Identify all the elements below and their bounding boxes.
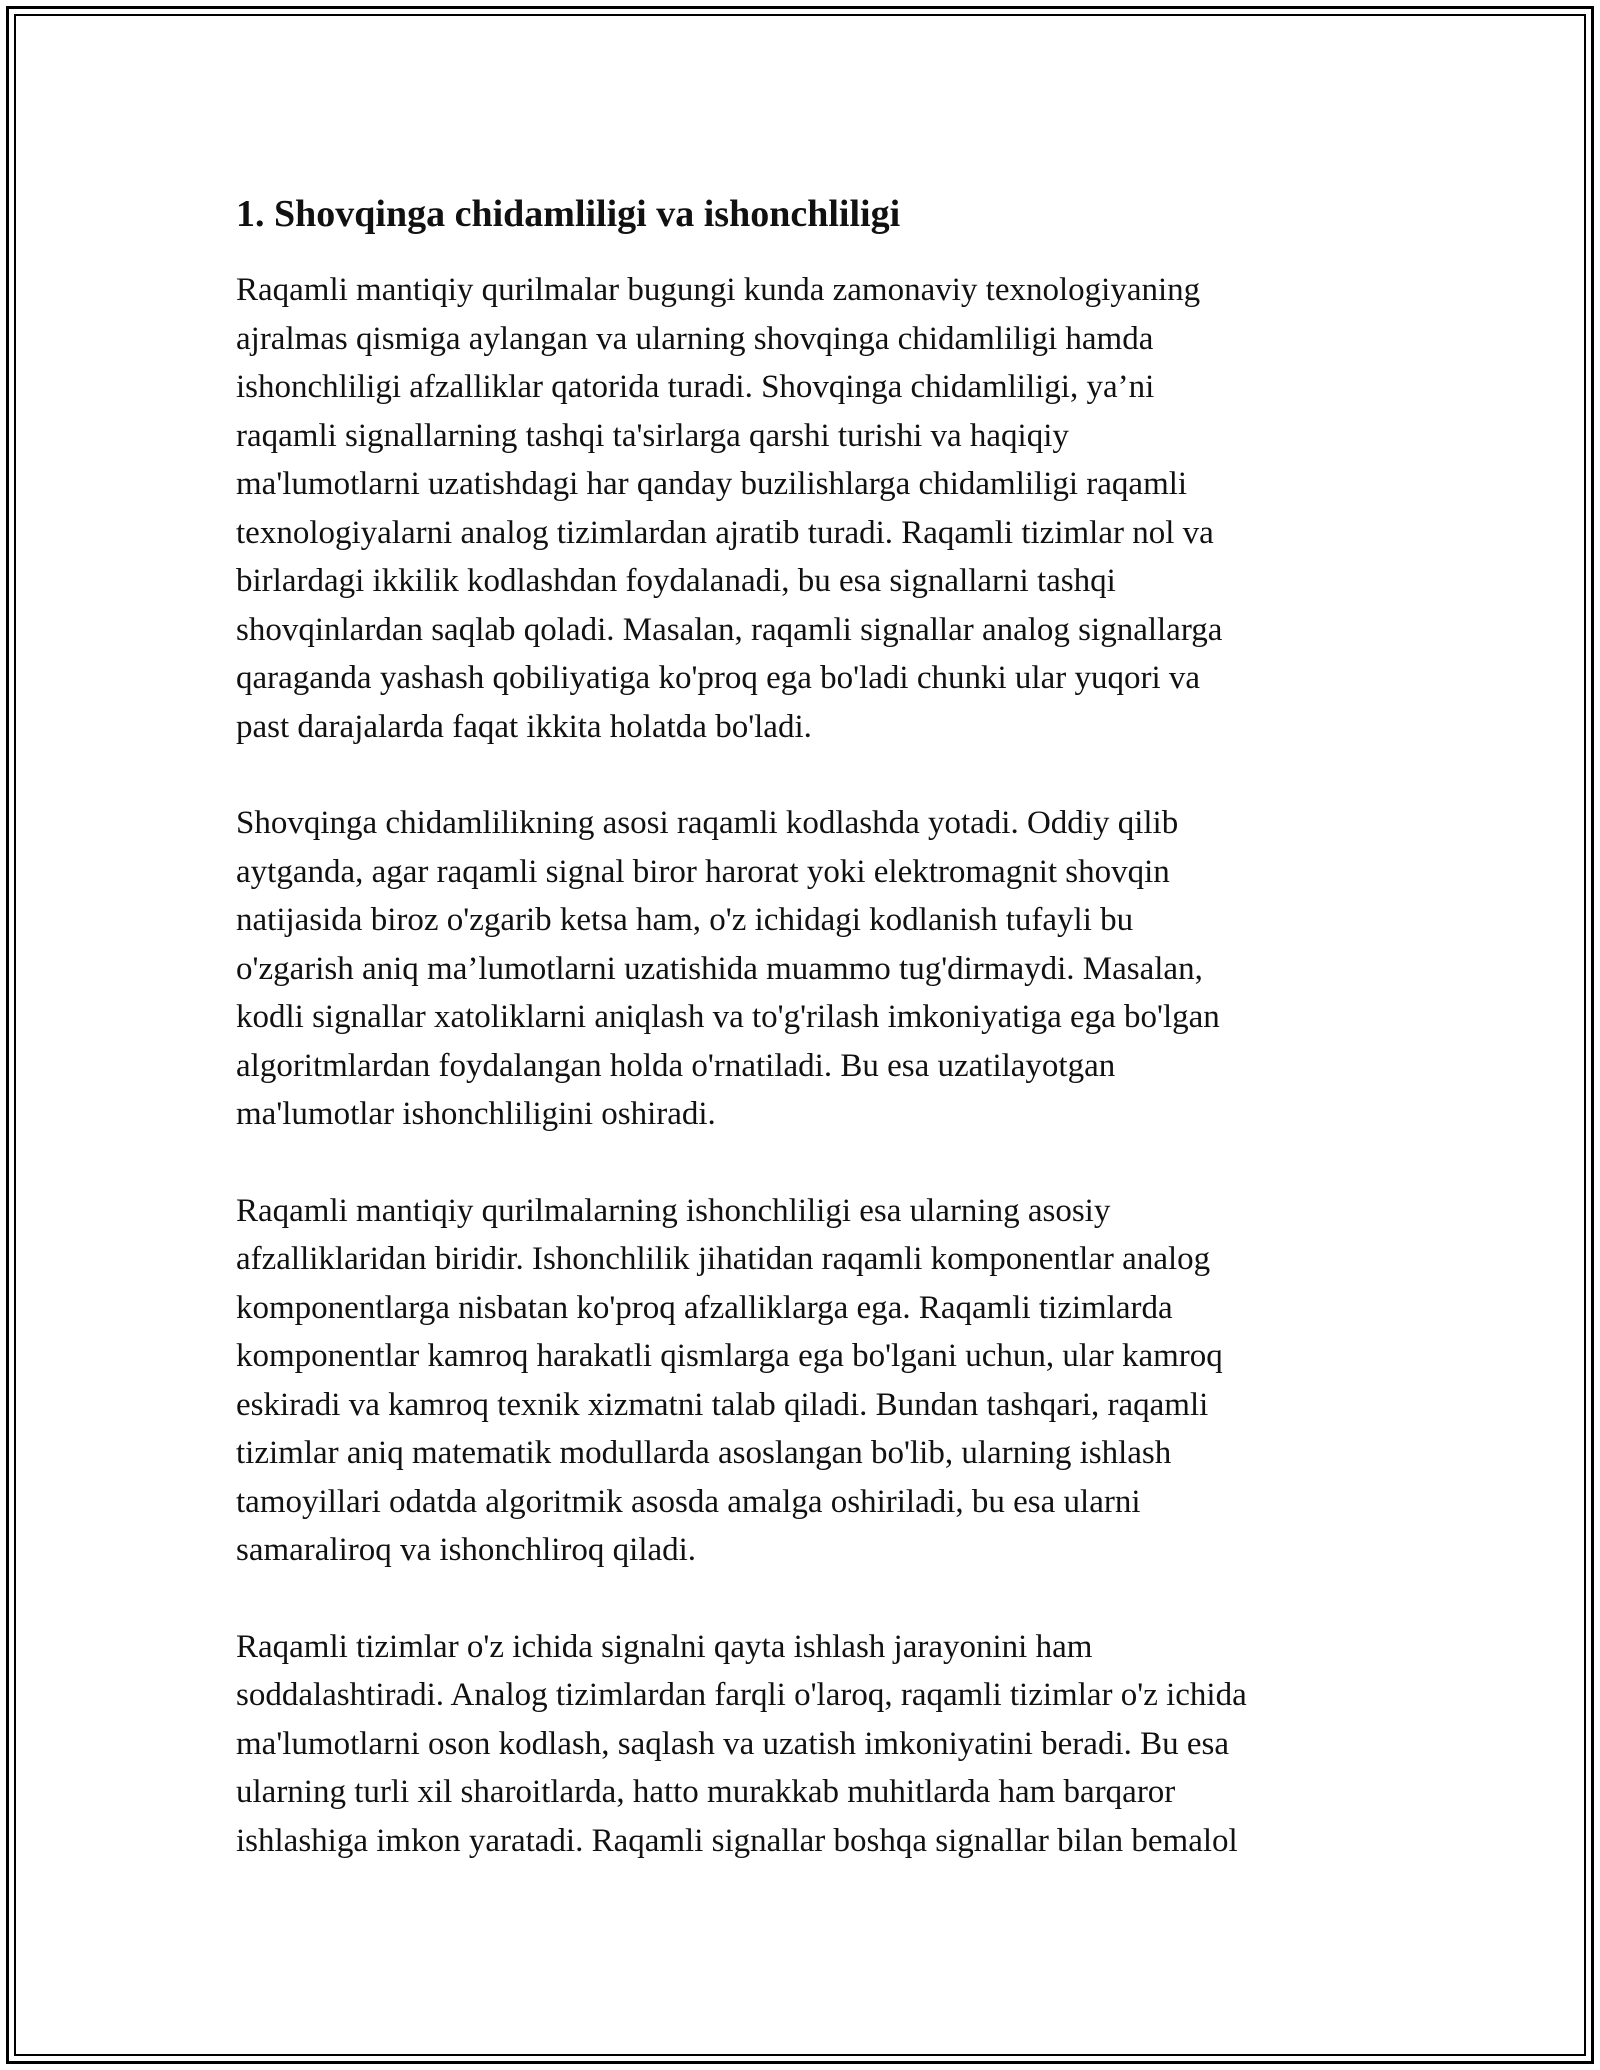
paragraph-1: Raqamli mantiqiy qurilmalar bugungi kunda zamonaviy texnologiyaning ajralmas qismiga aylangan va ularning shovqinga chidamliligi hamda ishonchliligi afzalliklar qatorida turadi. Shovqinga chidamliligi, ya’ni raqamli signallarning tashqi ta'sirlarga qarshi turishi va haqiqiy ma'lumotlarni uzatishdagi har qanday buzilishlarga chidamliligi raqamli texnologiyalarni analog tizimlardan ajratib turadi. Raqamli tizimlar nol va birlardagi ikkilik kodlashdan foydalanadi, bu esa signallarni tashqi shovqinlardan saqlab qoladi. Masalan, raqamli signallar analog signallarga qaraganda yashash qobiliyatiga ko'proq ega bo'ladi chunki ular yuqori va past darajalarda faqat ikkita holatda bo'ladi.	[236, 272, 1223, 745]
document-body	[236, 190, 1376, 1913]
paragraph-4: Raqamli tizimlar o'z ichida signalni qayta ishlash jarayonini ham soddalashtiradi. Analog tizimlardan farqli o'laroq, raqamli tizimlar o'z ichida ma'lumotlarni oson kodlash, saqlash va uzatish imkoniyatini beradi. Bu esa ularning turli xil sharoitlarda, hatto murakkab muhitlarda ham barqaror ishlashiga imkon yaratadi. Raqamli signallar boshqa signallar bilan bemalol	[236, 1628, 1247, 1859]
paragraph-2: Shovqinga chidamlilikning asosi raqamli kodlashda yotadi. Oddiy qilib aytganda, agar raqamli signal biror harorat yoki elektromagnit shovqin natijasida biroz o'zgarib ketsa ham, o'z ichidagi kodlanish tufayli bu o'zgarish aniq ma’lumotlarni uzatishida muammo tug'dirmaydi. Masalan, kodli signallar xatoliklarni aniqlash va to'g'rilash imkoniyatiga ega bo'lgan algoritmlardan foydalangan holda o'rnatiladi. Bu esa uzatilayotgan ma'lumotlar ishonchliligini oshiradi.	[236, 805, 1220, 1132]
paragraph-3: Raqamli mantiqiy qurilmalarning ishonchliligi esa ularning asosiy afzalliklaridan biridir. Ishonchlilik jihatidan raqamli komponentlar analog komponentlarga nisbatan ko'proq afzalliklarga ega. Raqamli tizimlarda komponentlar kamroq harakatli qismlarga ega bo'lgani uchun, ular kamroq eskiradi va kamroq texnik xizmatni talab qiladi. Bundan tashqari, raqamli tizimlar aniq matematik modullarda asoslangan bo'lib, ularning ishlash tamoyillari odatda algoritmik asosda amalga oshiriladi, bu esa ularni samaraliroq va ishonchliroq qiladi.	[236, 1192, 1223, 1568]
section-heading: 1. Shovqinga chidamliligi va ishonchliligi	[236, 193, 901, 235]
